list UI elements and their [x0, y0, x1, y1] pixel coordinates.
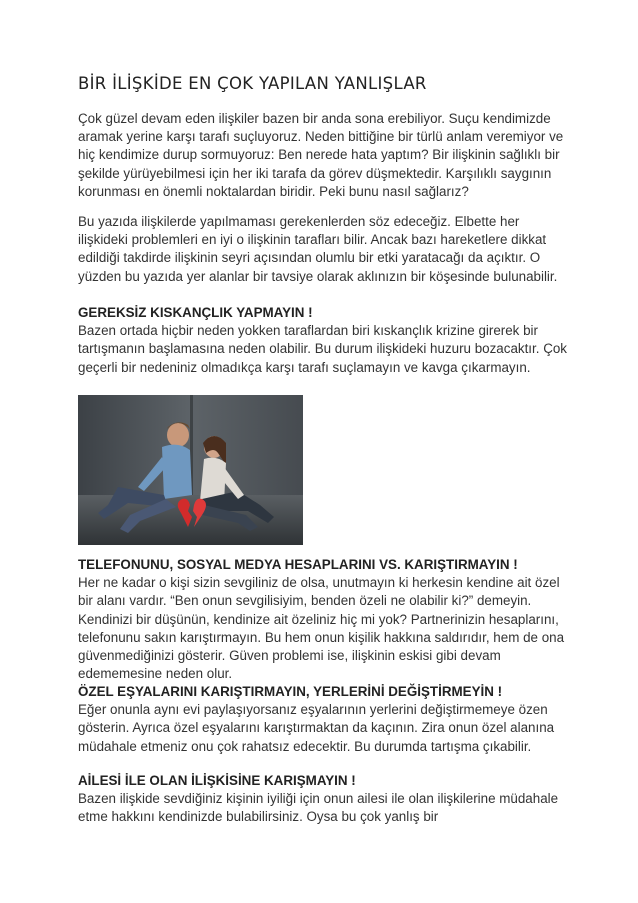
section-heading: ÖZEL EŞYALARINI KARIŞTIRMAYIN, YERLERİNİ DEĞİŞTİRMEYİN !	[78, 684, 503, 699]
page-title: BİR İLİŞKİDE EN ÇOK YAPILAN YANLIŞLAR	[78, 74, 427, 93]
section-phone-social-media	[78, 556, 568, 683]
section-body: Eğer onunla aynı evi paylaşıyorsanız eşyalarının yerlerini değiştirmemeye özen gösterin. Ayrıca özel eşyalarını karıştırmaktan da kaçının. Zira onun özel alanına müdahale etmeniz onu çok rahatsız edecektir. Bu durumda tartışma çıkabilir.	[78, 702, 555, 754]
couple-photo	[78, 395, 303, 545]
section-body: Bazen ortada hiçbir neden yokken taraflardan biri kıskançlık krizine girerek bir tartışmanın başlamasına neden olabilir. Bu durum ilişkideki huzuru bozacaktır. Çok geçerli bir nedeniniz olmadıkça karşı tarafı suçlamayın ve kavga çıkarmayın.	[78, 323, 568, 375]
intro-paragraph-2: Bu yazıda ilişkilerde yapılmaması gerekenlerden söz edeceğiz. Elbette her ilişkideki problemleri en iyi o ilişkinin tarafları bilir. Ancak bazı hareketlere dikkat edildiği takdirde ilişkinin seyri açısından olumlu bir etki yaratacağı da açıktır. O yüzden bu yazıda yer alanlar bir tavsiye olarak aklınızın bir köşesinde bulunabilir.	[78, 214, 558, 284]
section-heading: AİLESİ İLE OLAN İLİŞKİSİNE KARIŞMAYIN !	[78, 773, 356, 788]
section-heading: TELEFONUNU, SOSYAL MEDYA HESAPLARINI VS. KARIŞTIRMAYIN !	[78, 557, 518, 572]
section-family-relations	[78, 772, 568, 827]
intro-paragraph-1: Çok güzel devam eden ilişkiler bazen bir anda sona erebiliyor. Suçu kendimizde aramak yerine karşı tarafı suçluyoruz. Neden bittiğine bir türlü anlam veremiyor ve hiç kendimize durup sormuyoruz: Ben nerede hata yaptım? Bir ilişkinin sağlıklı bir şekilde yürüyebilmesi için her iki tarafa da görev düşmektedir. Karşılıklı saygının korunması en önemli noktalardan biridir. Peki bunu nasıl sağlarız?	[78, 111, 564, 199]
section-body: Bazen ilişkide sevdiğiniz kişinin iyiliği için onun ailesi ile olan ilişkilerine müdahale etme hakkını kendinizde bulabilirsiniz. Oysa bu çok yanlış bir	[78, 791, 559, 825]
section-jealousy	[78, 304, 568, 377]
couple-back-to-back-illustration	[78, 395, 303, 545]
section-heading: GEREKSİZ KISKANÇLIK YAPMAYIN !	[78, 305, 313, 320]
section-personal-belongings	[78, 683, 568, 756]
section-body: Her ne kadar o kişi sizin sevgiliniz de olsa, unutmayın ki herkesin kendine ait özel bir alanı vardır. “Ben onun sevgilisiyim, benden özeli ne olabilir ki?” demeyin. Kendinizi bir düşünün, kendinize ait özeliniz hiç mi yok? Partnerinizin hesaplarını, telefonunu sakın karıştırmayın. Bu hem onun kişilik hakkına saldırıdır, hem de ona güvenmediğinizi gösterir. Güven problemi ise, ilişkinin eskisi gibi devam edememesine neden olur.	[78, 575, 565, 682]
